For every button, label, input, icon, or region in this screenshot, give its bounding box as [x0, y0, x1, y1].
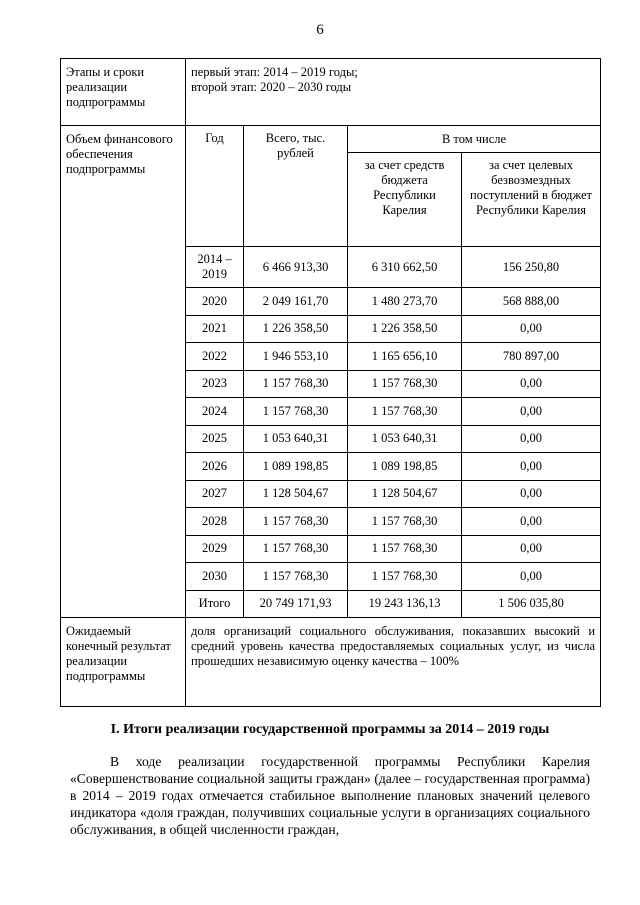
grants-cell: 0,00 [462, 453, 601, 481]
paragraph: В ходе реализации государственной программы Республики Карелия «Совершенствование социальной защиты граждан» (далее – государственная программа) в 2014 – 2019 годах отмечается стабильное выполнение плановых значений целевого индикатора «доля граждан, получивших социальные услуги в организациях социального обслуживания, в общей численности граждан, [70, 754, 590, 837]
total-cell: 1 157 768,30 [244, 535, 348, 563]
total-cell: 1 053 640,31 [244, 425, 348, 453]
col-incl-header: В том числе [348, 126, 601, 153]
stage-line-1: первый этап: 2014 – 2019 годы; [191, 65, 358, 79]
budget-cell: 1 089 198,85 [348, 453, 462, 481]
budget-cell: 1 157 768,30 [348, 508, 462, 536]
financing-label: Объем финансового обеспечения подпрограммы [61, 126, 186, 618]
col-budget-header: за счет средств бюджета Республики Карелия [348, 153, 462, 247]
section-title: I. Итоги реализации государственной программы за 2014 – 2019 годы [110, 722, 550, 737]
grants-cell: 0,00 [462, 370, 601, 398]
budget-cell: 1 165 656,10 [348, 343, 462, 371]
grants-cell: 0,00 [462, 563, 601, 591]
budget-cell: 1 157 768,30 [348, 398, 462, 426]
stage-line-2: второй этап: 2020 – 2030 годы [191, 80, 352, 94]
budget-cell: 1 157 768,30 [348, 563, 462, 591]
budget-cell: 19 243 136,13 [348, 590, 462, 618]
total-cell: 1 157 768,30 [244, 398, 348, 426]
grants-cell: 156 250,80 [462, 247, 601, 288]
result-label: Ожидаемый конечный результат реализации подпрограммы [61, 618, 186, 707]
grants-cell: 0,00 [462, 508, 601, 536]
year-cell: 2026 [186, 453, 244, 481]
year-cell: 2020 [186, 288, 244, 316]
total-cell: 2 049 161,70 [244, 288, 348, 316]
result-text: доля организаций социального обслуживания, показавших высокий и средний уровень качества предоставляемых социальных услуг, из числа прошедших независимую оценку качества – 100% [186, 618, 601, 707]
year-cell: 2021 [186, 315, 244, 343]
budget-cell: 1 226 358,50 [348, 315, 462, 343]
financing-header-row [61, 126, 601, 153]
result-row [61, 618, 601, 707]
total-cell: 20 749 171,93 [244, 590, 348, 618]
col-grants-header: за счет целевых безвозмездных поступлений в бюджет Республики Карелия [462, 153, 601, 247]
total-cell: 1 089 198,85 [244, 453, 348, 481]
stages-row [61, 59, 601, 126]
grants-cell: 780 897,00 [462, 343, 601, 371]
stages-label: Этапы и сроки реализации подпрограммы [61, 59, 186, 126]
grants-cell: 0,00 [462, 398, 601, 426]
total-cell: 1 128 504,67 [244, 480, 348, 508]
budget-cell: 1 157 768,30 [348, 535, 462, 563]
budget-cell: 1 128 504,67 [348, 480, 462, 508]
total-cell: 1 157 768,30 [244, 370, 348, 398]
budget-cell: 6 310 662,50 [348, 247, 462, 288]
grants-cell: 0,00 [462, 535, 601, 563]
budget-cell: 1 053 640,31 [348, 425, 462, 453]
year-cell: 2025 [186, 425, 244, 453]
grants-cell: 568 888,00 [462, 288, 601, 316]
year-cell: Итого [186, 590, 244, 618]
grants-cell: 0,00 [462, 315, 601, 343]
budget-cell: 1 480 273,70 [348, 288, 462, 316]
total-cell: 1 946 553,10 [244, 343, 348, 371]
grants-cell: 0,00 [462, 480, 601, 508]
col-year-header: Год [186, 126, 244, 247]
total-cell: 1 157 768,30 [244, 508, 348, 536]
body-text [70, 753, 590, 838]
col-total-header: Всего, тыс. рублей [244, 126, 348, 247]
year-cell: 2030 [186, 563, 244, 591]
year-cell: 2022 [186, 343, 244, 371]
year-cell: 2014 – 2019 [186, 247, 244, 288]
total-cell: 1 226 358,50 [244, 315, 348, 343]
year-cell: 2029 [186, 535, 244, 563]
page-number: 6 [316, 22, 324, 38]
year-cell: 2027 [186, 480, 244, 508]
passport-table [60, 58, 601, 707]
budget-cell: 1 157 768,30 [348, 370, 462, 398]
total-cell: 6 466 913,30 [244, 247, 348, 288]
stages-value [186, 59, 601, 126]
total-cell: 1 157 768,30 [244, 563, 348, 591]
year-cell: 2028 [186, 508, 244, 536]
grants-cell: 0,00 [462, 425, 601, 453]
grants-cell: 1 506 035,80 [462, 590, 601, 618]
year-cell: 2023 [186, 370, 244, 398]
year-cell: 2024 [186, 398, 244, 426]
